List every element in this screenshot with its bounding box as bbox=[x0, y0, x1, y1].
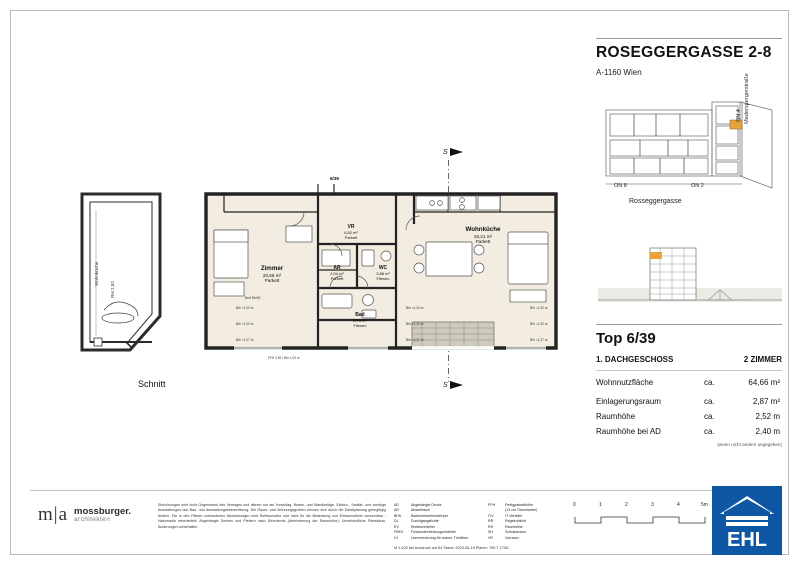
dimension-note: Brh =1,20 m bbox=[530, 306, 548, 310]
footer-divider bbox=[30, 490, 782, 491]
dimension-note: Brh =1,27 m bbox=[236, 338, 254, 342]
plan-metadata: M 1:100 bei Ausdruck auf A4 Stand: 2024-06-19 Planer: 769 T 173A bbox=[394, 546, 509, 550]
area-row bbox=[596, 378, 782, 387]
title-block bbox=[596, 44, 781, 77]
legend-column-1: AD Abgehängte Decke AR Abstellraum BHK Badezimmerheizkörper DL Durchgangslichte EV Elektroverteiler FBKV Fussbodenheizungsverteiler LV Leerverrohrung für autom. Türöffner bbox=[394, 503, 469, 540]
area-label: Einlagerungsraum bbox=[596, 397, 661, 406]
scale-bar bbox=[573, 503, 713, 529]
room-label-zimmer: Zimmer 20,56 m² Parkett bbox=[260, 265, 284, 284]
svg-text:Wohnküche: Wohnküche bbox=[94, 261, 99, 286]
section-marker-top: S bbox=[443, 148, 464, 156]
svg-text:EHL: EHL bbox=[727, 529, 767, 551]
dimension-note: Brh =1,27 m bbox=[406, 338, 424, 342]
area-row bbox=[596, 397, 782, 406]
area-value: 2,87 m² bbox=[752, 397, 780, 406]
ehl-logo bbox=[712, 486, 782, 555]
keyplan-label-on8: ON 8 bbox=[614, 183, 627, 189]
logo-mark: m|a bbox=[38, 504, 69, 525]
unit-floor-row bbox=[596, 355, 782, 364]
area-value: 2,40 m bbox=[755, 427, 780, 436]
title-divider bbox=[596, 38, 782, 39]
keyplan-diagram bbox=[600, 96, 780, 206]
area-table bbox=[596, 378, 782, 447]
legend-column-2: FPH Fertigparketthöhe (±3 cm Türschwelle) ITV IT-Verteiler RR Regelrohlicht RH Raumhöhe SH Schrankraum VR Vorraum bbox=[488, 503, 538, 540]
area-ca: ca. bbox=[704, 427, 715, 436]
area-ca: ca. bbox=[704, 397, 715, 406]
keyplan-caption: Rosseggergasse bbox=[629, 198, 682, 205]
keyplan-label-on4: ON 4 bbox=[736, 109, 742, 122]
area-ca: ca. bbox=[704, 412, 715, 421]
area-label: Raumhöhe bei AD bbox=[596, 427, 661, 436]
area-value: 2,52 m bbox=[755, 412, 780, 421]
room-label-ar: AR 2,04 m² Parkett bbox=[330, 265, 344, 282]
area-ca: ca. bbox=[704, 378, 715, 387]
unit-id: Top 6/39 bbox=[596, 330, 656, 347]
dimension-note: Brh =1,20 m bbox=[530, 322, 548, 326]
svg-text:RH 2,52: RH 2,52 bbox=[110, 281, 115, 298]
plan-sheet: ROSEGGERGASSE 2-8 A-1160 Wien Rosseggergasse Maderspergerstraße ON 8 ON 2 ON 4 Top 6/39 1. DACHGESCHOSS 2 ZIMMER Wohnnutzfläche ca. 64,66 m² Einlagerungsraum ca. 2,87 m² Raumhöhe ca. 2,52 m Raumhöhe bei AD ca. 2,40 m (wenn nicht anders angegeben) Wohnküche RH 2,52 Schnitt S S Zimmer 20,56 m² Parkett Wohnküche 28,21 m² Parkett VR 6,52 m² Parkett AR 2,04 m² Parkett WC 3,88 m² Fliesen Bad 5,75 m² Fliesen 6/39 Brh =1,20 m Brh =1,20 m Brh =1,27 m Brh =1,20 m Brh =1,20 m Brh =1,27 m Brh =1,20 m Brh =1,20 m Brh =1,27 m Bref 50x90 FFH 2,52 / Brh 1,00 m m|a mossburger. architekten Einrichtungen sind nicht Gegenstand des Vertrages und dienen nur als Vorschlag. Boden- und Wandbeläge, Elektro-, Sanitär- und sonstige Ausstattungen laut Bau- und Ausstattungsbeschreibung. Die Raum- und Wohnungsgrößen können sich durch die Detailplanung geringfügig ändern. Die in den Plänen vorhandenen Abmessungen sind Rohbaumaße und nicht für die Bedeckung von Einbaumöbeln verwendbar - Naturmaße erforderlich! Abgehängte Decken und Pfeilern nach Erfordernis (Abminderung der Raumhöhe). Unverbindliche Planskizze, Änderungen vorbehalten. AD Abgehängte Decke AR Abstellraum BHK Badezimmerheizkörper DL Durchgangslichte EV Elektroverteiler FBKV Fussbodenheizungsverteiler LV Leerverrohrung für autom. Türöffner FPH Fertigparketthöhe (±3 cm Türschwelle) ITV IT-Verteiler RR Regelrohlicht RH Raumhöhe SH Schrankraum VR Vorraum 0 1 2 3 4 5m M 1:100 bei Ausdruck auf A4 Stand: 2024-06-19 Planer: 769 T 173A EHL bbox=[0, 0, 800, 566]
area-note: (wenn nicht anders angegeben) bbox=[717, 442, 782, 447]
logo-subtitle: architekten bbox=[74, 515, 111, 523]
keyplan-street-label: Maderspergerstraße bbox=[744, 73, 750, 124]
section-marker-bottom: S bbox=[443, 381, 464, 389]
architect-logo bbox=[38, 505, 131, 524]
dimension-note: Brh =1,20 m bbox=[236, 322, 254, 326]
unit-rooms: 2 ZIMMER bbox=[743, 355, 782, 364]
area-row bbox=[596, 427, 782, 436]
dimension-note: FFH 2,52 / Brh 1,00 m bbox=[268, 356, 300, 360]
room-label-wc: WC 3,88 m² Fliesen bbox=[376, 265, 390, 282]
area-label: Wohnnutzfläche bbox=[596, 378, 654, 387]
unit-floor: 1. DACHGESCHOSS bbox=[596, 355, 674, 364]
area-value: 64,66 m² bbox=[748, 378, 780, 387]
area-label: Raumhöhe bbox=[596, 412, 636, 421]
section-caption: Schnitt bbox=[138, 379, 166, 389]
logo-name: mossburger. bbox=[74, 506, 132, 517]
room-label-bad: Bad 5,75 m² Fliesen bbox=[353, 312, 367, 329]
entry-door-number: 6/39 bbox=[330, 176, 339, 181]
room-label-wohnkueche: Wohnküche 28,21 m² Parkett bbox=[465, 226, 501, 245]
dimension-note: Brh =1,20 m bbox=[236, 306, 254, 310]
section-drawing bbox=[74, 190, 184, 365]
keyplan-label-on2: ON 2 bbox=[691, 183, 704, 189]
room-label-vr: VR 6,52 m² Parkett bbox=[344, 224, 358, 241]
dimension-note: Bref 50x90 bbox=[245, 296, 261, 300]
project-title: ROSEGGERGASSE 2-8 bbox=[596, 44, 772, 61]
area-row bbox=[596, 412, 782, 421]
info-divider-2 bbox=[596, 370, 782, 371]
dimension-note: Brh =1,27 m bbox=[530, 338, 548, 342]
dimension-note: Brh =1,20 m bbox=[406, 306, 424, 310]
info-divider bbox=[596, 324, 782, 325]
building-elevation bbox=[598, 240, 782, 310]
dimension-note: Brh =1,20 m bbox=[406, 322, 424, 326]
disclaimer-text: Einrichtungen sind nicht Gegenstand des Vertrages und dienen nur als Vorschlag. Boden- und Wandbeläge, Elektro-, Sanitär- und sonstige Ausstattungen laut Bau- und Ausstattungsbeschreibung. Die Raum- und Wohnungsgrößen können sich durch die Detailplanung geringfügig ändern. Die in den Plänen vorhandenen Abmessungen sind Rohbaumaße und nicht für die Bedeckung von Einbaumöbeln verwendbar - Naturmaße erforderlich! Abgehängte Decken und Pfeilern nach Erfordernis (Abminderung der Raumhöhe). Unverbindliche Planskizze, Änderungen vorbehalten. bbox=[158, 503, 386, 529]
project-address: A-1160 Wien bbox=[596, 68, 642, 77]
